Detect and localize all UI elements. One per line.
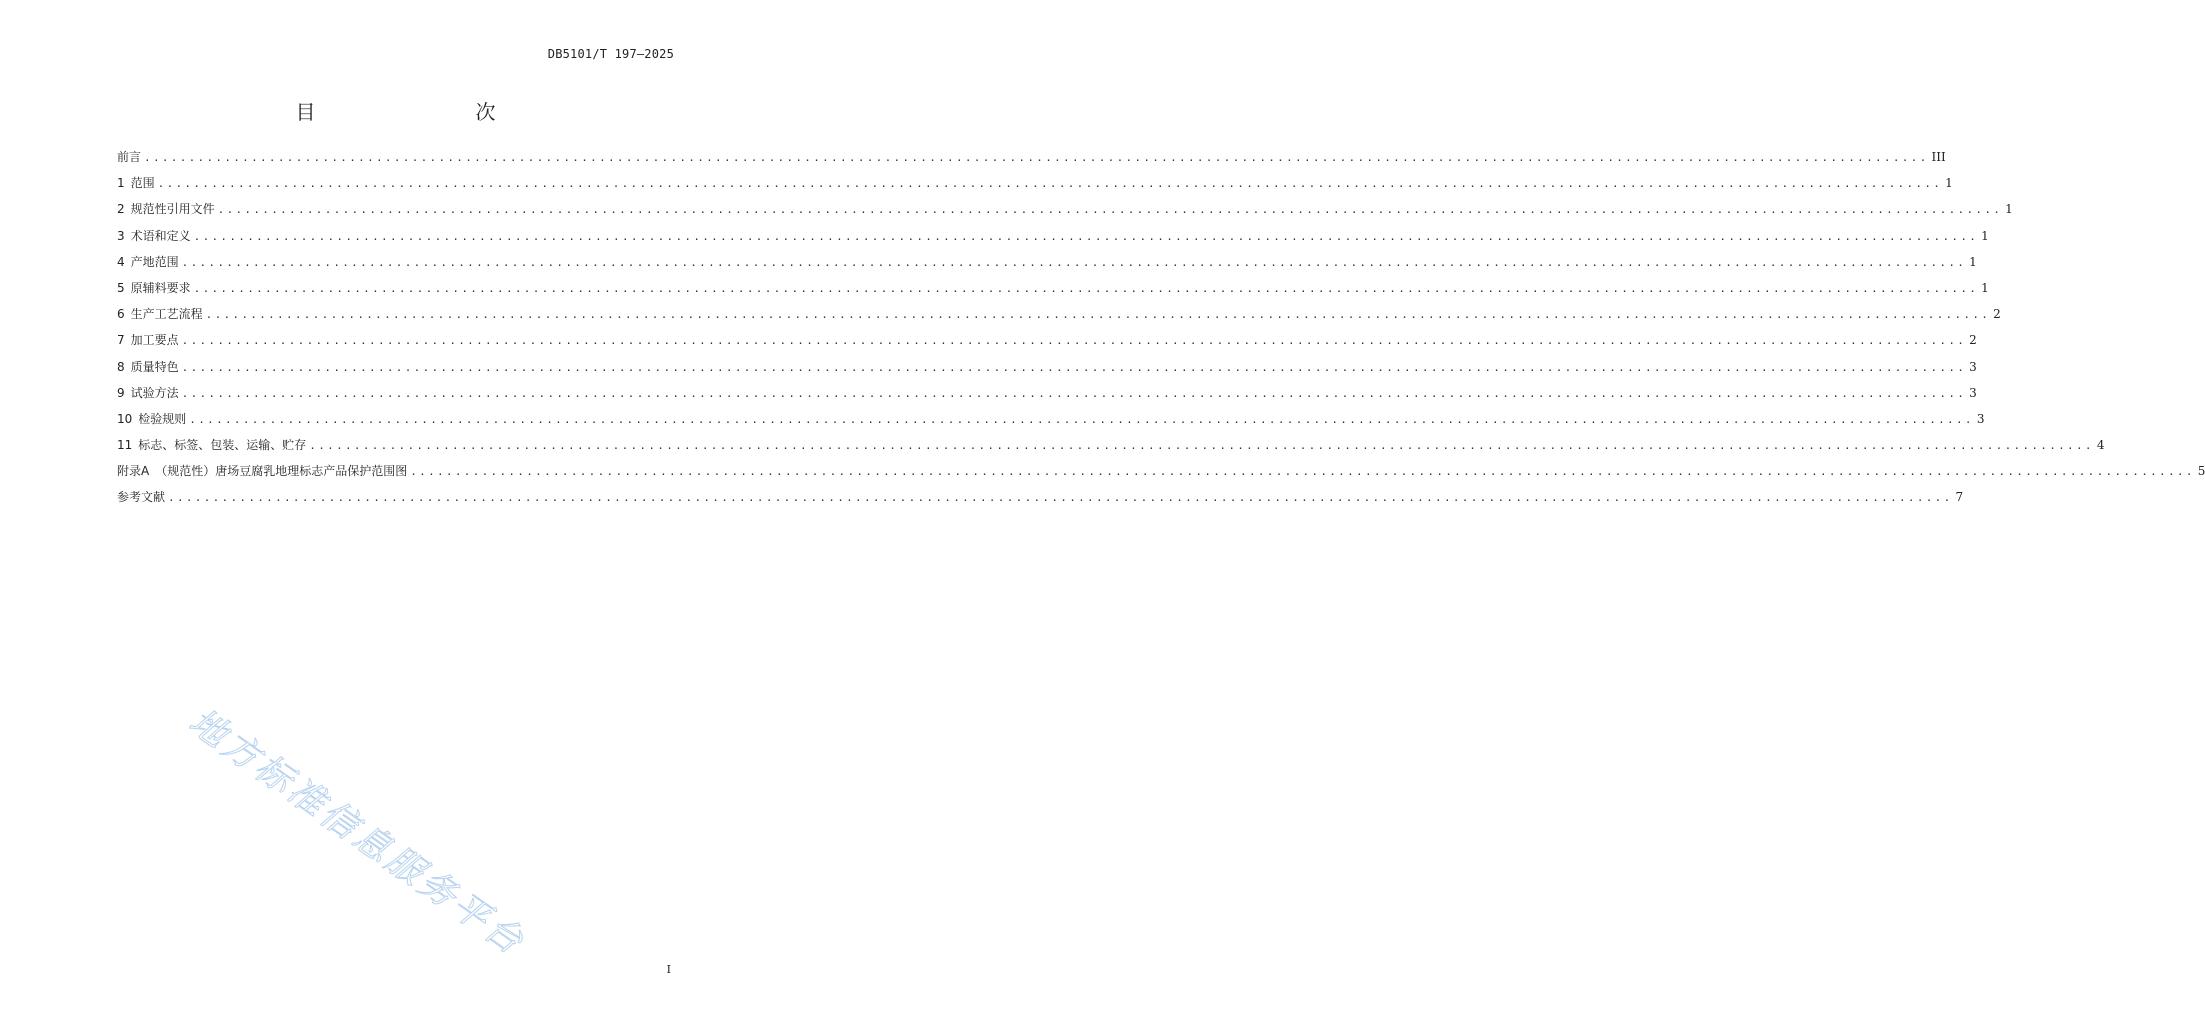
page-title: 目 次 bbox=[295, 100, 536, 124]
toc-entry[interactable] bbox=[117, 438, 2105, 464]
toc-page: 2 bbox=[1969, 333, 1977, 348]
toc-label: 规范性引用文件 bbox=[130, 202, 215, 217]
toc-label: 范围 bbox=[130, 176, 155, 191]
toc-leader: ........................................................................................................................................................................................................ bbox=[157, 177, 1943, 191]
table-of-contents bbox=[117, 150, 2205, 517]
toc-entry[interactable] bbox=[117, 385, 1977, 412]
toc-number: 7 bbox=[117, 333, 125, 348]
toc-number: 3 bbox=[117, 228, 125, 243]
toc-number: 6 bbox=[117, 307, 125, 322]
toc-page: 3 bbox=[1969, 385, 1977, 400]
toc-number: 5 bbox=[117, 280, 125, 295]
toc-leader: ........................................................................................................................................................................................................ bbox=[410, 465, 2195, 479]
toc-entry[interactable] bbox=[117, 176, 1953, 202]
toc-page: 5 bbox=[2197, 464, 2205, 479]
toc-entry[interactable] bbox=[117, 359, 1977, 386]
toc-entry[interactable] bbox=[117, 228, 1989, 255]
toc-number: 10 bbox=[117, 411, 133, 426]
toc-leader: ........................................................................................................................................................................................................ bbox=[193, 281, 1979, 295]
toc-leader: ........................................................................................................................................................................................................ bbox=[217, 203, 2003, 217]
toc-label: 试验方法 bbox=[130, 385, 179, 400]
toc-label: 产地范围 bbox=[130, 254, 179, 269]
toc-number: 4 bbox=[117, 254, 125, 269]
toc-label: 参考文献 bbox=[117, 490, 166, 505]
toc-label: 加工要点 bbox=[130, 333, 179, 348]
toc-leader: ........................................................................................................................................................................................................ bbox=[144, 151, 1929, 164]
toc-number: 2 bbox=[117, 202, 125, 217]
document-code: DB5101/T 197—2025 bbox=[547, 47, 674, 61]
toc-leader: ........................................................................................................................................................................................................ bbox=[205, 308, 1991, 322]
toc-page: 3 bbox=[1976, 411, 1985, 426]
toc-number: 9 bbox=[117, 385, 125, 400]
toc-number: 11 bbox=[117, 438, 133, 453]
toc-leader: ........................................................................................................................................................................................................ bbox=[181, 334, 1967, 348]
toc-leader: ........................................................................................................................................................................................................ bbox=[189, 412, 1974, 426]
toc-page: III bbox=[1931, 150, 1946, 164]
toc-entry[interactable] bbox=[117, 333, 1977, 359]
toc-page: 2 bbox=[1993, 307, 2001, 322]
toc-page: 1 bbox=[1969, 254, 1977, 269]
toc-page: 1 bbox=[1981, 280, 1989, 295]
toc-page: 3 bbox=[1969, 359, 1977, 374]
toc-label: 前言 bbox=[117, 150, 142, 164]
toc-label: 标志、标签、包装、运输、贮存 bbox=[138, 438, 307, 453]
toc-entry[interactable] bbox=[117, 490, 1964, 516]
toc-entry[interactable] bbox=[117, 202, 2013, 228]
toc-label: 生产工艺流程 bbox=[130, 307, 203, 322]
toc-entry[interactable] bbox=[117, 150, 1946, 176]
toc-leader: ........................................................................................................................................................................................................ bbox=[193, 229, 1979, 243]
watermark: 地方标准信息服务平台 bbox=[181, 701, 533, 965]
toc-leader: ........................................................................................................................................................................................................ bbox=[181, 386, 1967, 400]
toc-entry[interactable] bbox=[117, 280, 1989, 307]
toc-leader: ........................................................................................................................................................................................................ bbox=[309, 439, 2094, 453]
toc-page: 7 bbox=[1955, 490, 1964, 505]
toc-leader: ........................................................................................................................................................................................................ bbox=[181, 255, 1967, 269]
toc-number: 附录A bbox=[117, 464, 150, 479]
toc-entry[interactable] bbox=[117, 307, 2001, 333]
toc-label: 术语和定义 bbox=[130, 228, 191, 243]
page-number: I bbox=[666, 963, 671, 976]
toc-number: 8 bbox=[117, 359, 125, 374]
toc-page: 1 bbox=[1981, 228, 1989, 243]
toc-entry[interactable] bbox=[117, 464, 2205, 490]
toc-leader: ........................................................................................................................................................................................................ bbox=[181, 360, 1967, 374]
toc-label: 检验规则 bbox=[138, 411, 187, 426]
toc-number: 1 bbox=[117, 176, 125, 191]
toc-label: （规范性）唐场豆腐乳地理标志产品保护范围图 bbox=[155, 464, 408, 479]
toc-page: 1 bbox=[1945, 176, 1953, 191]
toc-entry[interactable] bbox=[117, 254, 1977, 281]
toc-label: 原辅料要求 bbox=[130, 280, 191, 295]
toc-leader: ........................................................................................................................................................................................................ bbox=[168, 491, 1953, 505]
toc-page: 4 bbox=[2096, 438, 2105, 453]
toc-entry[interactable] bbox=[117, 411, 1985, 438]
toc-page: 1 bbox=[2005, 202, 2013, 217]
toc-label: 质量特色 bbox=[130, 359, 179, 374]
